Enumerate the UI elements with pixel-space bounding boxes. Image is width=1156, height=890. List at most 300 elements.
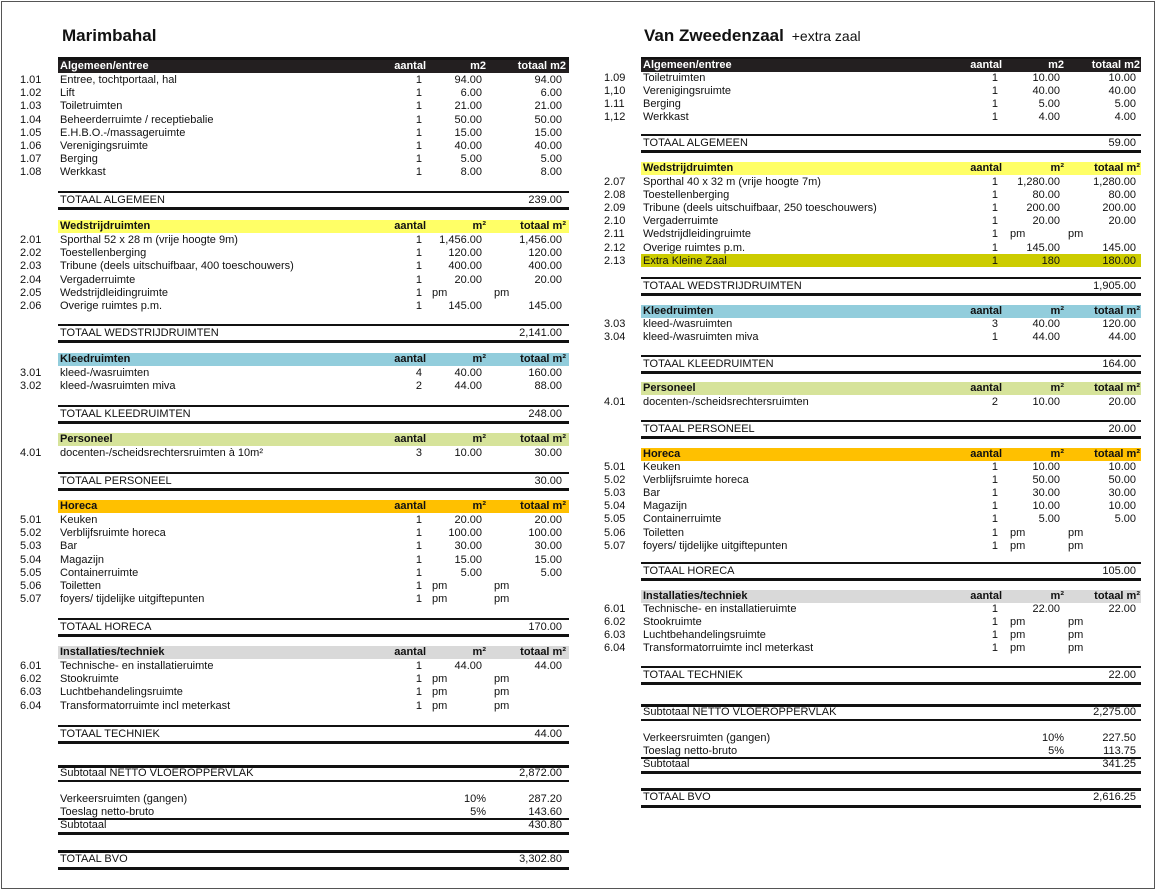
row-code: 1,10 bbox=[604, 85, 626, 98]
row-label: foyers/ tijdelijke uitgiftepunten bbox=[643, 539, 788, 552]
row-totaal: 88.00 bbox=[534, 380, 562, 393]
row-label: kleed-/wasruimten bbox=[643, 318, 733, 330]
row-m2: 10.00 bbox=[1032, 72, 1060, 84]
row-aantal: 1 bbox=[415, 660, 422, 672]
header-aantal: aantal bbox=[970, 305, 1002, 317]
right-totaal-kleed-bottom-rule bbox=[641, 371, 1141, 374]
row-m2: 100.00 bbox=[448, 527, 482, 540]
row-totaal: 5.00 bbox=[540, 566, 562, 579]
row-aantal: 1 bbox=[991, 474, 998, 487]
row-label: Overige ruimtes p.m. bbox=[60, 300, 163, 312]
row-code: 1.03 bbox=[20, 100, 42, 113]
row-label: kleed-/wasruimten bbox=[60, 367, 150, 379]
row-label: Stookruimte bbox=[60, 673, 119, 686]
row-label: kleed-/wasruimten miva bbox=[643, 331, 759, 344]
bvo-value: 2,616.25 bbox=[1093, 791, 1136, 803]
row-aantal: 1 bbox=[415, 553, 422, 566]
row-totaal: 40.00 bbox=[1108, 85, 1136, 98]
header-aantal: aantal bbox=[394, 433, 426, 445]
left-subtotaal bbox=[0, 819, 1156, 832]
row-aantal: 1 bbox=[991, 85, 998, 98]
row-aantal: 1 bbox=[415, 100, 422, 113]
total-value: 20.00 bbox=[1108, 423, 1136, 435]
row-aantal: 1 bbox=[415, 166, 422, 179]
row-m2: 1,456.00 bbox=[439, 234, 482, 246]
right-totaal-personeel-bottom-rule bbox=[641, 436, 1141, 439]
row-totaal: 145.00 bbox=[528, 300, 562, 312]
row-aantal: 1 bbox=[415, 593, 422, 606]
total-value: 59.00 bbox=[1108, 137, 1136, 149]
section-header-label: Wedstrijdruimten bbox=[643, 162, 734, 174]
row-code: 2.04 bbox=[20, 273, 42, 286]
row-label: Vergaderruimte bbox=[60, 273, 136, 286]
header-aantal: aantal bbox=[394, 646, 426, 658]
row-code: 1.08 bbox=[20, 166, 42, 179]
right-verkeersruimten bbox=[0, 732, 1156, 745]
row-aantal: 1 bbox=[415, 580, 422, 592]
row-totaal: 1,456.00 bbox=[519, 234, 562, 246]
toeslag-label: Toeslag netto-bruto bbox=[60, 806, 155, 818]
row-aantal: 1 bbox=[991, 629, 998, 642]
verkeer-value: 287.20 bbox=[528, 793, 562, 805]
header-aantal: aantal bbox=[394, 353, 426, 365]
row-totaal: 20.00 bbox=[1108, 396, 1136, 408]
row-totaal: 30.00 bbox=[534, 540, 562, 553]
row-m2: 10.00 bbox=[454, 447, 482, 459]
table-row bbox=[0, 461, 1156, 474]
row-code: 3.01 bbox=[20, 367, 42, 379]
row-aantal: 1 bbox=[991, 603, 998, 615]
table-row bbox=[0, 331, 1156, 344]
header-aantal: aantal bbox=[970, 448, 1002, 460]
header-totaal: totaal m² bbox=[1094, 162, 1140, 174]
row-m2: 200.00 bbox=[1026, 202, 1060, 215]
row-code: 6.04 bbox=[20, 699, 42, 712]
row-code: 1.04 bbox=[20, 113, 42, 126]
table-row bbox=[0, 500, 1156, 513]
toeslag-value: 113.75 bbox=[1103, 745, 1136, 757]
row-aantal: 4 bbox=[415, 367, 422, 379]
row-code: 6.01 bbox=[604, 603, 626, 615]
row-code: 5.06 bbox=[20, 580, 42, 592]
row-totaal: 5.00 bbox=[1114, 98, 1136, 111]
row-totaal: 100.00 bbox=[528, 527, 562, 540]
row-totaal: 20.00 bbox=[534, 273, 562, 286]
row-m2: 44.00 bbox=[1032, 331, 1060, 344]
row-totaal: 8.00 bbox=[540, 166, 562, 179]
right-hdr_kleed-header bbox=[0, 305, 1156, 318]
row-aantal: 3 bbox=[991, 318, 998, 330]
row-totaal: pm bbox=[1068, 642, 1084, 655]
verkeer-pct: 10% bbox=[1041, 732, 1064, 744]
row-aantal: 1 bbox=[991, 72, 998, 84]
left-bvo-bottom-rule bbox=[58, 867, 569, 870]
header-m2: m² bbox=[472, 353, 486, 365]
row-code: 2.03 bbox=[20, 260, 42, 273]
header-totaal: totaal m² bbox=[520, 500, 566, 512]
table-row bbox=[0, 98, 1156, 111]
right-totaal-techniek bbox=[0, 669, 1156, 682]
row-aantal: 1 bbox=[415, 247, 422, 260]
row-code: 5.02 bbox=[20, 527, 42, 540]
row-aantal: 1 bbox=[415, 273, 422, 286]
header-m2: m2 bbox=[1048, 59, 1064, 71]
row-m2: 10.00 bbox=[1032, 461, 1060, 473]
row-code: 5.02 bbox=[604, 474, 626, 487]
row-label: Beheerderruimte / receptiebalie bbox=[60, 113, 214, 126]
row-m2: 180 bbox=[1041, 254, 1060, 267]
row-totaal: 1,280.00 bbox=[1093, 176, 1136, 188]
right-totaal-personeel-top-rule bbox=[641, 420, 1141, 422]
right-totaal-bvo bbox=[0, 791, 1156, 804]
row-totaal: 30.00 bbox=[1108, 487, 1136, 500]
row-code: 1.11 bbox=[604, 98, 625, 111]
row-aantal: 1 bbox=[415, 566, 422, 579]
total-label: TOTAAL TECHNIEK bbox=[643, 669, 743, 681]
row-code: 5.05 bbox=[20, 566, 42, 579]
total-label: TOTAAL PERSONEEL bbox=[643, 423, 755, 435]
row-aantal: 1 bbox=[415, 113, 422, 126]
left-subtotaal-rule bbox=[58, 832, 569, 835]
row-label: Stookruimte bbox=[643, 616, 702, 629]
table-row bbox=[0, 176, 1156, 189]
table-row bbox=[0, 85, 1156, 98]
row-label: Wedstrijdleidingruimte bbox=[60, 286, 169, 299]
row-code: 5.07 bbox=[604, 539, 626, 552]
total-value: 239.00 bbox=[528, 194, 562, 206]
row-m2: 21.00 bbox=[454, 100, 482, 113]
row-label: Werkkast bbox=[643, 111, 689, 124]
section-header-label: Algemeen/entree bbox=[60, 60, 149, 72]
row-code: 1.07 bbox=[20, 153, 42, 166]
row-code: 6.03 bbox=[20, 686, 42, 699]
row-label: Toiletten bbox=[643, 526, 684, 539]
section-header-label: Personeel bbox=[60, 433, 113, 445]
header-m2: m² bbox=[472, 646, 486, 658]
row-code: 3.04 bbox=[604, 331, 626, 344]
row-totaal: 5.00 bbox=[1114, 513, 1136, 526]
total-label: TOTAAL HORECA bbox=[643, 565, 735, 577]
row-code: 5.01 bbox=[604, 461, 626, 473]
row-m2: 10.00 bbox=[1032, 500, 1060, 513]
right-subtotaal-netto bbox=[0, 706, 1156, 719]
row-code: 2.12 bbox=[604, 241, 626, 254]
row-label: docenten-/scheidsrechtersruimten à 10m² bbox=[60, 447, 263, 459]
section-header-label: Personeel bbox=[643, 382, 696, 394]
row-totaal: 15.00 bbox=[534, 553, 562, 566]
row-m2: 5.00 bbox=[460, 566, 482, 579]
row-code: 5.04 bbox=[604, 500, 626, 513]
row-m2: 40.00 bbox=[1032, 318, 1060, 330]
row-code: 1.01 bbox=[20, 74, 42, 86]
toeslag-value: 143.60 bbox=[528, 806, 562, 818]
table-row bbox=[0, 228, 1156, 241]
row-m2: 400.00 bbox=[448, 260, 482, 273]
row-code: 6.04 bbox=[604, 642, 626, 655]
row-label: Verenigingsruimte bbox=[643, 85, 732, 98]
subtotaal-label: Subtotaal bbox=[643, 758, 690, 770]
row-code: 2.01 bbox=[20, 234, 42, 246]
table-row bbox=[0, 111, 1156, 124]
total-value: 22.00 bbox=[1108, 669, 1136, 681]
row-totaal: 4.00 bbox=[1114, 111, 1136, 124]
table-row bbox=[0, 255, 1156, 268]
row-aantal: 1 bbox=[415, 686, 422, 699]
row-code: 6.01 bbox=[20, 660, 42, 672]
header-m2: m² bbox=[1050, 590, 1064, 602]
row-aantal: 1 bbox=[991, 228, 998, 241]
row-label: foyers/ tijdelijke uitgiftepunten bbox=[60, 593, 205, 606]
right-totaal-horeca-bottom-rule bbox=[641, 578, 1141, 581]
table-row bbox=[0, 396, 1156, 409]
row-aantal: 1 bbox=[991, 461, 998, 473]
row-label: Containerruimte bbox=[643, 513, 722, 526]
header-m2: m² bbox=[472, 433, 486, 445]
row-label: Technische- en installatieruimte bbox=[60, 660, 214, 672]
row-totaal: 22.00 bbox=[1108, 603, 1136, 615]
header-totaal: totaal m² bbox=[1094, 590, 1140, 602]
row-totaal: 180.00 bbox=[1102, 254, 1136, 267]
row-aantal: 1 bbox=[415, 140, 422, 152]
row-aantal: 3 bbox=[415, 447, 422, 459]
row-label: Verblijfsruimte horeca bbox=[60, 527, 166, 540]
section-header-label: Kleedruimten bbox=[643, 305, 714, 317]
right-totaal-horeca bbox=[0, 565, 1156, 578]
row-aantal: 1 bbox=[415, 286, 422, 299]
row-aantal: 1 bbox=[991, 487, 998, 500]
row-m2: pm bbox=[1010, 526, 1026, 539]
row-code: 2.07 bbox=[604, 176, 626, 188]
row-m2: pm bbox=[432, 673, 448, 686]
title-text: Marimbahal bbox=[62, 26, 157, 45]
header-aantal: aantal bbox=[970, 162, 1002, 174]
row-totaal: pm bbox=[494, 673, 510, 686]
header-totaal: totaal m² bbox=[1094, 305, 1140, 317]
row-totaal: pm bbox=[1068, 629, 1084, 642]
row-m2: 1,280.00 bbox=[1017, 176, 1060, 188]
title-text: Van Zweedenzaal bbox=[644, 26, 784, 45]
header-m2: m² bbox=[472, 220, 486, 232]
row-aantal: 1 bbox=[415, 673, 422, 686]
header-m2: m² bbox=[472, 500, 486, 512]
right-totaal-algemeen-top-rule bbox=[641, 134, 1141, 136]
table-row bbox=[0, 318, 1156, 331]
row-aantal: 1 bbox=[415, 74, 422, 86]
row-code: 5.03 bbox=[20, 540, 42, 553]
header-aantal: aantal bbox=[970, 382, 1002, 394]
row-code: 5.01 bbox=[20, 514, 42, 526]
row-aantal: 1 bbox=[991, 215, 998, 228]
row-totaal: 10.00 bbox=[1108, 500, 1136, 513]
right-totaal-wedstrijd bbox=[0, 280, 1156, 293]
right-totaal-algemeen bbox=[0, 137, 1156, 150]
subtotal-label: Subtotaal NETTO VLOEROPPERVLAK bbox=[60, 767, 254, 779]
row-code: 1.09 bbox=[604, 72, 626, 84]
total-label: TOTAAL PERSONEEL bbox=[60, 475, 172, 487]
row-label: Entree, tochtportaal, hal bbox=[60, 74, 177, 86]
row-code: 3.03 bbox=[604, 318, 626, 330]
row-code: 2.08 bbox=[604, 189, 626, 202]
row-label: Verenigingsruimte bbox=[60, 140, 149, 152]
row-aantal: 1 bbox=[415, 527, 422, 540]
header-totaal: totaal m² bbox=[1094, 382, 1140, 394]
row-m2: pm bbox=[432, 699, 448, 712]
row-label: Luchtbehandelingsruimte bbox=[643, 629, 766, 642]
table-row bbox=[0, 616, 1156, 629]
row-aantal: 1 bbox=[415, 514, 422, 526]
row-aantal: 1 bbox=[991, 539, 998, 552]
row-m2: pm bbox=[1010, 642, 1026, 655]
row-label: kleed-/wasruimten miva bbox=[60, 380, 176, 393]
row-m2: 40.00 bbox=[454, 140, 482, 152]
toeslag-pct: 5% bbox=[470, 806, 486, 818]
section-header-label: Kleedruimten bbox=[60, 353, 131, 365]
section-header-label: Wedstrijdruimten bbox=[60, 220, 151, 232]
row-totaal: pm bbox=[1068, 228, 1084, 241]
table-row bbox=[0, 642, 1156, 655]
row-totaal: pm bbox=[494, 699, 510, 712]
header-m2: m² bbox=[1050, 305, 1064, 317]
row-m2: 30.00 bbox=[454, 540, 482, 553]
row-aantal: 1 bbox=[991, 526, 998, 539]
row-m2: 20.00 bbox=[454, 273, 482, 286]
row-totaal: 40.00 bbox=[534, 140, 562, 152]
row-label: E.H.B.O.-/massageruimte bbox=[60, 126, 186, 139]
row-totaal: 20.00 bbox=[1108, 215, 1136, 228]
row-totaal: pm bbox=[1068, 526, 1084, 539]
row-code: 1.05 bbox=[20, 126, 42, 139]
table-row bbox=[0, 72, 1156, 85]
row-m2: pm bbox=[432, 286, 448, 299]
row-label: Werkkast bbox=[60, 166, 106, 179]
right-totaal-personeel bbox=[0, 423, 1156, 436]
row-code: 5.05 bbox=[604, 513, 626, 526]
row-m2: 5.00 bbox=[1038, 98, 1060, 111]
row-m2: 6.00 bbox=[460, 87, 482, 100]
row-totaal: 6.00 bbox=[540, 87, 562, 100]
total-value: 248.00 bbox=[528, 408, 562, 420]
row-aantal: 1 bbox=[415, 234, 422, 246]
subtotaal-value: 430.80 bbox=[528, 819, 562, 831]
verkeer-label: Verkeersruimten (gangen) bbox=[60, 793, 188, 805]
row-totaal: 50.00 bbox=[534, 113, 562, 126]
header-aantal: aantal bbox=[970, 59, 1002, 71]
row-label: Tribune (deels uitschuifbaar, 400 toeschouwers) bbox=[60, 260, 294, 273]
total-value: 170.00 bbox=[528, 621, 562, 633]
row-totaal: pm bbox=[1068, 539, 1084, 552]
row-aantal: 1 bbox=[991, 642, 998, 655]
row-m2: 44.00 bbox=[454, 380, 482, 393]
row-label: Magazijn bbox=[60, 553, 105, 566]
total-value: 105.00 bbox=[1102, 565, 1136, 577]
row-m2: pm bbox=[1010, 539, 1026, 552]
header-totaal: totaal m² bbox=[520, 353, 566, 365]
row-aantal: 1 bbox=[991, 254, 998, 267]
header-totaal: totaal m2 bbox=[517, 60, 566, 72]
header-m2: m2 bbox=[470, 60, 486, 72]
right-page-title bbox=[644, 26, 861, 46]
section-header-label: Horeca bbox=[643, 448, 681, 460]
right-totaal-horeca-top-rule bbox=[641, 562, 1141, 564]
row-aantal: 1 bbox=[415, 699, 422, 712]
right-subtotaal-rule bbox=[641, 771, 1141, 774]
row-label: Keuken bbox=[60, 514, 98, 526]
header-totaal: totaal m2 bbox=[1091, 59, 1140, 71]
row-m2: pm bbox=[1010, 629, 1026, 642]
row-code: 5.06 bbox=[604, 526, 626, 539]
total-value: 44.00 bbox=[534, 728, 562, 740]
right-totaal-wedstrijd-bottom-rule bbox=[641, 293, 1141, 296]
row-code: 2.02 bbox=[20, 247, 42, 260]
bvo-value: 3,302.80 bbox=[519, 853, 562, 865]
row-m2: 145.00 bbox=[448, 300, 482, 312]
row-code: 5.03 bbox=[604, 487, 626, 500]
row-totaal: 15.00 bbox=[534, 126, 562, 139]
row-label: Wedstrijdleidingruimte bbox=[643, 228, 752, 241]
row-totaal: 200.00 bbox=[1102, 202, 1136, 215]
header-totaal: totaal m² bbox=[1094, 448, 1140, 460]
total-value: 2,141.00 bbox=[519, 327, 562, 339]
row-aantal: 1 bbox=[991, 513, 998, 526]
row-m2: 80.00 bbox=[1032, 189, 1060, 202]
row-aantal: 1 bbox=[991, 176, 998, 188]
header-totaal: totaal m² bbox=[520, 220, 566, 232]
right-totaal-algemeen-bottom-rule bbox=[641, 150, 1141, 153]
row-totaal: pm bbox=[494, 580, 510, 592]
row-totaal: 10.00 bbox=[1108, 72, 1136, 84]
left-page-title bbox=[62, 26, 156, 46]
verkeer-value: 227.50 bbox=[1102, 732, 1136, 744]
row-m2: 10.00 bbox=[1032, 396, 1060, 408]
right-hdr_inst-header bbox=[0, 590, 1156, 603]
row-m2: 40.00 bbox=[454, 367, 482, 379]
row-totaal: pm bbox=[494, 286, 510, 299]
row-m2: 44.00 bbox=[454, 660, 482, 672]
row-totaal: 160.00 bbox=[528, 367, 562, 379]
right-netto-bottom-rule bbox=[641, 719, 1141, 721]
header-m2: m² bbox=[1050, 162, 1064, 174]
row-label: Overige ruimtes p.m. bbox=[643, 241, 746, 254]
row-m2: 22.00 bbox=[1032, 603, 1060, 615]
row-m2: 94.00 bbox=[454, 74, 482, 86]
row-label: Magazijn bbox=[643, 500, 688, 513]
row-code: 5.04 bbox=[20, 553, 42, 566]
row-label: Lift bbox=[60, 87, 75, 100]
table-row bbox=[0, 215, 1156, 228]
row-label: Bar bbox=[643, 487, 661, 500]
left-totaal-techniek-top-rule bbox=[58, 725, 569, 727]
row-m2: pm bbox=[1010, 228, 1026, 241]
row-m2: pm bbox=[432, 686, 448, 699]
row-aantal: 2 bbox=[991, 396, 998, 408]
right-subtotaal bbox=[0, 758, 1156, 771]
row-label: Transformatorruimte incl meterkast bbox=[60, 699, 231, 712]
table-row bbox=[0, 629, 1156, 642]
row-code: 2.10 bbox=[604, 215, 626, 228]
row-m2: 40.00 bbox=[1032, 85, 1060, 98]
row-totaal: pm bbox=[494, 686, 510, 699]
row-label: Sporthal 52 x 28 m (vrije hoogte 9m) bbox=[60, 234, 238, 246]
row-label: Luchtbehandelingsruimte bbox=[60, 686, 183, 699]
bvo-label: TOTAAL BVO bbox=[643, 791, 711, 803]
subtotaal-value: 341.25 bbox=[1102, 758, 1136, 770]
total-label: TOTAAL ALGEMEEN bbox=[60, 194, 165, 206]
row-code: 2.09 bbox=[604, 202, 626, 215]
row-totaal: 94.00 bbox=[534, 74, 562, 86]
left-netto-bottom-rule bbox=[58, 780, 569, 782]
table-row bbox=[0, 527, 1156, 540]
row-totaal: 145.00 bbox=[1102, 241, 1136, 254]
